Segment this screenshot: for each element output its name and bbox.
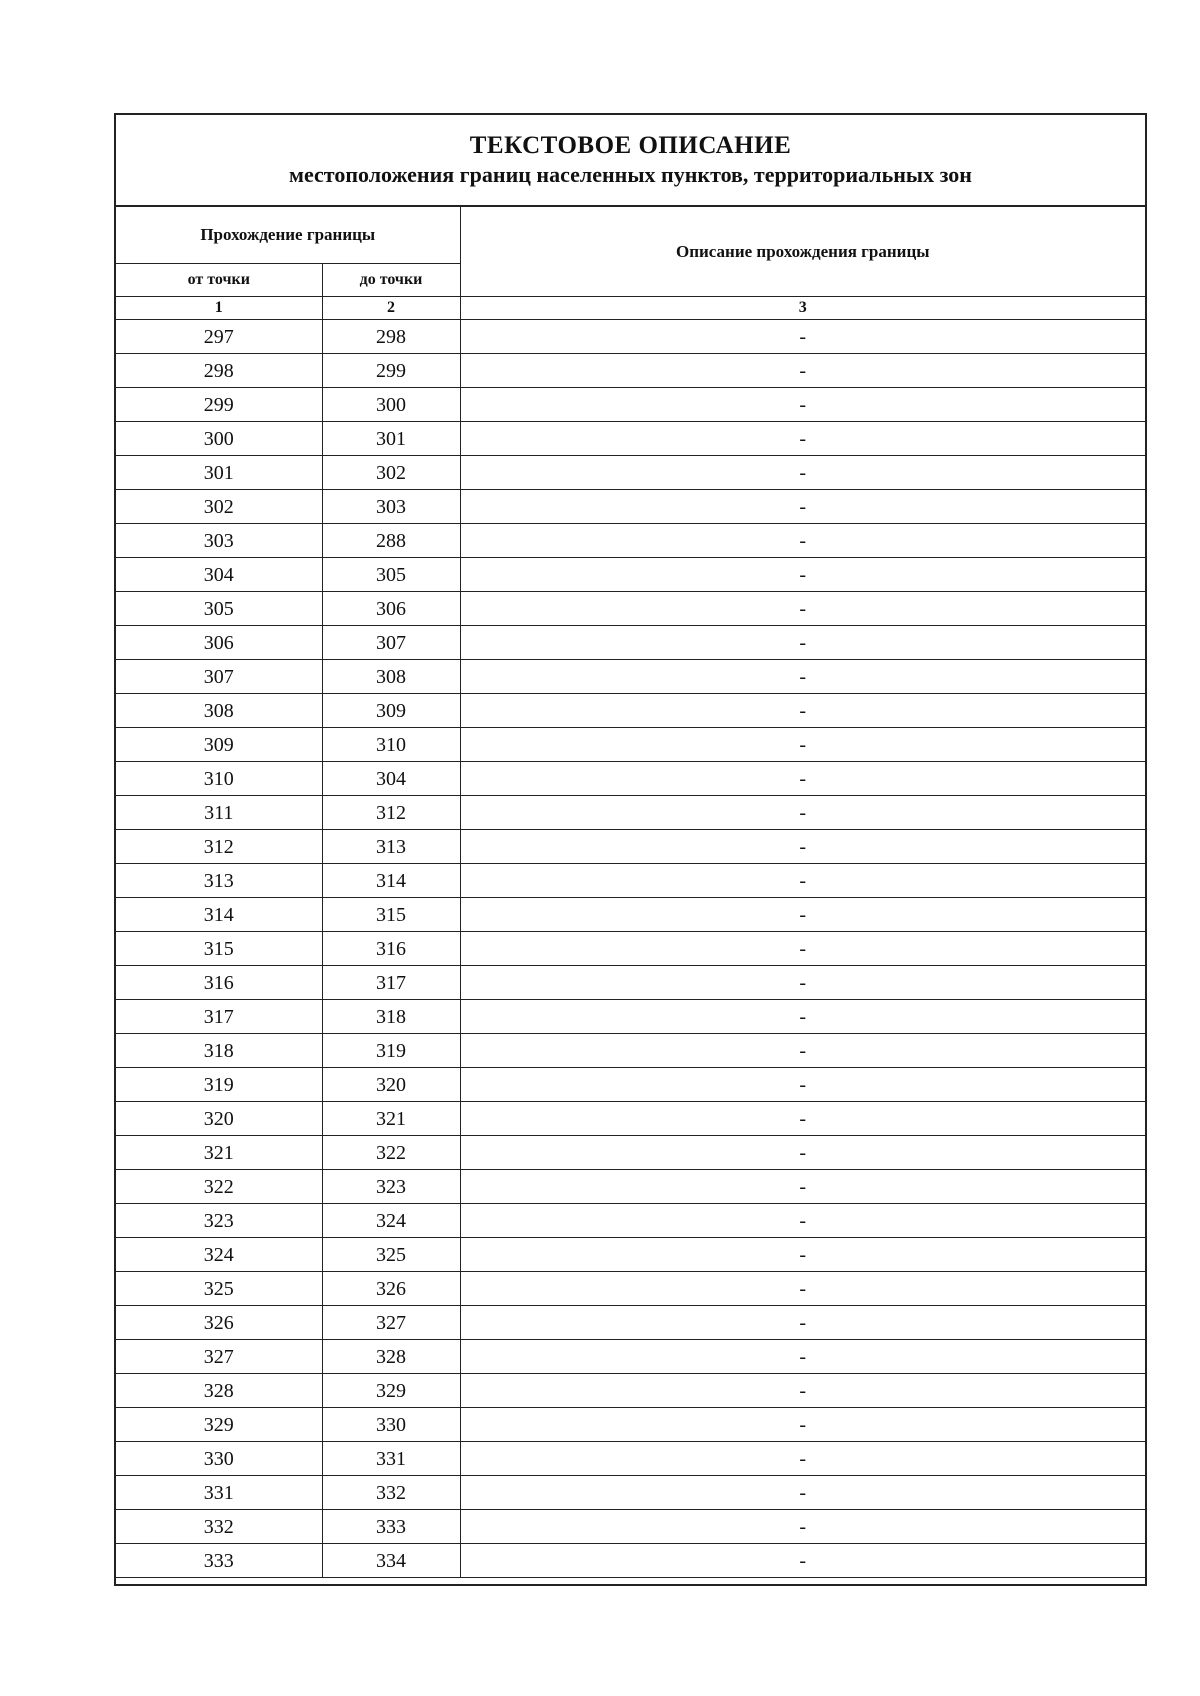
table-row bbox=[116, 728, 1145, 762]
from-point-cell: 323 bbox=[116, 1204, 322, 1238]
document-title: ТЕКСТОВОЕ ОПИСАНИЕ bbox=[469, 132, 792, 159]
description-cell: - bbox=[460, 1000, 1145, 1034]
from-point-cell: 301 bbox=[116, 456, 322, 490]
from-point-cell: 324 bbox=[116, 1238, 322, 1272]
description-cell: - bbox=[460, 966, 1145, 1000]
document-subtitle: местоположения границ населенных пунктов, территориальных зон bbox=[289, 162, 972, 187]
to-point-cell: 306 bbox=[322, 592, 460, 626]
from-point-cell: 315 bbox=[116, 932, 322, 966]
from-point-cell: 331 bbox=[116, 1476, 322, 1510]
table-row bbox=[116, 864, 1145, 898]
column-number-3: 3 bbox=[460, 297, 1145, 320]
table-row bbox=[116, 1544, 1145, 1578]
to-point-cell: 334 bbox=[322, 1544, 460, 1578]
table-row bbox=[116, 1238, 1145, 1272]
table-row bbox=[116, 456, 1145, 490]
to-point-cell: 326 bbox=[322, 1272, 460, 1306]
description-cell: - bbox=[460, 1204, 1145, 1238]
table-row bbox=[116, 1136, 1145, 1170]
description-cell: - bbox=[460, 1340, 1145, 1374]
description-cell: - bbox=[460, 490, 1145, 524]
table-row bbox=[116, 1510, 1145, 1544]
to-point-cell: 316 bbox=[322, 932, 460, 966]
to-point-cell: 298 bbox=[322, 320, 460, 354]
description-cell: - bbox=[460, 1068, 1145, 1102]
from-point-cell: 313 bbox=[116, 864, 322, 898]
description-cell: - bbox=[460, 1034, 1145, 1068]
table-row bbox=[116, 762, 1145, 796]
table-row bbox=[116, 898, 1145, 932]
from-point-cell: 318 bbox=[116, 1034, 322, 1068]
table-row bbox=[116, 354, 1145, 388]
description-cell: - bbox=[460, 1306, 1145, 1340]
to-point-cell: 315 bbox=[322, 898, 460, 932]
table-row bbox=[116, 1476, 1145, 1510]
from-point-cell: 325 bbox=[116, 1272, 322, 1306]
to-point-cell: 303 bbox=[322, 490, 460, 524]
table-row bbox=[116, 1102, 1145, 1136]
from-point-cell: 302 bbox=[116, 490, 322, 524]
to-point-cell: 321 bbox=[322, 1102, 460, 1136]
table-row bbox=[116, 1306, 1145, 1340]
table-row bbox=[116, 830, 1145, 864]
description-cell: - bbox=[460, 1374, 1145, 1408]
table-row bbox=[116, 1340, 1145, 1374]
to-point-cell: 320 bbox=[322, 1068, 460, 1102]
header-description: Описание прохождения границы bbox=[460, 207, 1145, 297]
from-point-cell: 333 bbox=[116, 1544, 322, 1578]
description-cell: - bbox=[460, 422, 1145, 456]
from-point-cell: 298 bbox=[116, 354, 322, 388]
description-cell: - bbox=[460, 592, 1145, 626]
table-row bbox=[116, 320, 1145, 354]
table-row bbox=[116, 1272, 1145, 1306]
table-row bbox=[116, 1000, 1145, 1034]
table-row bbox=[116, 1170, 1145, 1204]
description-cell: - bbox=[460, 728, 1145, 762]
from-point-cell: 327 bbox=[116, 1340, 322, 1374]
to-point-cell: 304 bbox=[322, 762, 460, 796]
table-row bbox=[116, 1408, 1145, 1442]
to-point-cell: 319 bbox=[322, 1034, 460, 1068]
to-point-cell: 314 bbox=[322, 864, 460, 898]
from-point-cell: 332 bbox=[116, 1510, 322, 1544]
description-cell: - bbox=[460, 1442, 1145, 1476]
from-point-cell: 303 bbox=[116, 524, 322, 558]
from-point-cell: 317 bbox=[116, 1000, 322, 1034]
table-row bbox=[116, 558, 1145, 592]
from-point-cell: 319 bbox=[116, 1068, 322, 1102]
description-cell: - bbox=[460, 694, 1145, 728]
table-row bbox=[116, 388, 1145, 422]
description-cell: - bbox=[460, 626, 1145, 660]
table-row bbox=[116, 694, 1145, 728]
from-point-cell: 321 bbox=[116, 1136, 322, 1170]
to-point-cell: 332 bbox=[322, 1476, 460, 1510]
table-row bbox=[116, 1204, 1145, 1238]
description-cell: - bbox=[460, 830, 1145, 864]
to-point-cell: 317 bbox=[322, 966, 460, 1000]
from-point-cell: 330 bbox=[116, 1442, 322, 1476]
header-boundary-passage: Прохождение границы bbox=[116, 207, 460, 264]
table-bottom-margin bbox=[116, 1577, 1145, 1584]
to-point-cell: 307 bbox=[322, 626, 460, 660]
document-title-block bbox=[116, 115, 1145, 207]
description-cell: - bbox=[460, 1272, 1145, 1306]
to-point-cell: 313 bbox=[322, 830, 460, 864]
table-row bbox=[116, 796, 1145, 830]
to-point-cell: 331 bbox=[322, 1442, 460, 1476]
table-row bbox=[116, 1034, 1145, 1068]
description-cell: - bbox=[460, 524, 1145, 558]
description-cell: - bbox=[460, 354, 1145, 388]
to-point-cell: 322 bbox=[322, 1136, 460, 1170]
from-point-cell: 328 bbox=[116, 1374, 322, 1408]
column-number-1: 1 bbox=[116, 297, 322, 320]
description-cell: - bbox=[460, 1476, 1145, 1510]
table-row bbox=[116, 626, 1145, 660]
description-cell: - bbox=[460, 864, 1145, 898]
from-point-cell: 316 bbox=[116, 966, 322, 1000]
to-point-cell: 310 bbox=[322, 728, 460, 762]
from-point-cell: 304 bbox=[116, 558, 322, 592]
from-point-cell: 308 bbox=[116, 694, 322, 728]
description-cell: - bbox=[460, 660, 1145, 694]
description-cell: - bbox=[460, 1544, 1145, 1578]
description-cell: - bbox=[460, 456, 1145, 490]
description-cell: - bbox=[460, 1136, 1145, 1170]
to-point-cell: 300 bbox=[322, 388, 460, 422]
to-point-cell: 323 bbox=[322, 1170, 460, 1204]
from-point-cell: 297 bbox=[116, 320, 322, 354]
to-point-cell: 288 bbox=[322, 524, 460, 558]
to-point-cell: 299 bbox=[322, 354, 460, 388]
to-point-cell: 324 bbox=[322, 1204, 460, 1238]
table-row bbox=[116, 1442, 1145, 1476]
description-cell: - bbox=[460, 1102, 1145, 1136]
from-point-cell: 314 bbox=[116, 898, 322, 932]
from-point-cell: 309 bbox=[116, 728, 322, 762]
from-point-cell: 329 bbox=[116, 1408, 322, 1442]
from-point-cell: 320 bbox=[116, 1102, 322, 1136]
column-number-2: 2 bbox=[322, 297, 460, 320]
from-point-cell: 310 bbox=[116, 762, 322, 796]
to-point-cell: 309 bbox=[322, 694, 460, 728]
description-cell: - bbox=[460, 558, 1145, 592]
description-cell: - bbox=[460, 1170, 1145, 1204]
to-point-cell: 330 bbox=[322, 1408, 460, 1442]
table-row bbox=[116, 966, 1145, 1000]
from-point-cell: 311 bbox=[116, 796, 322, 830]
from-point-cell: 305 bbox=[116, 592, 322, 626]
description-cell: - bbox=[460, 898, 1145, 932]
to-point-cell: 333 bbox=[322, 1510, 460, 1544]
to-point-cell: 308 bbox=[322, 660, 460, 694]
table-row bbox=[116, 524, 1145, 558]
table-row bbox=[116, 660, 1145, 694]
to-point-cell: 327 bbox=[322, 1306, 460, 1340]
to-point-cell: 328 bbox=[322, 1340, 460, 1374]
to-point-cell: 302 bbox=[322, 456, 460, 490]
from-point-cell: 307 bbox=[116, 660, 322, 694]
header-to-point: до точки bbox=[322, 264, 460, 297]
description-cell: - bbox=[460, 1408, 1145, 1442]
to-point-cell: 318 bbox=[322, 1000, 460, 1034]
from-point-cell: 306 bbox=[116, 626, 322, 660]
description-cell: - bbox=[460, 320, 1145, 354]
from-point-cell: 300 bbox=[116, 422, 322, 456]
to-point-cell: 329 bbox=[322, 1374, 460, 1408]
description-cell: - bbox=[460, 1238, 1145, 1272]
table-row bbox=[116, 592, 1145, 626]
table-row bbox=[116, 1374, 1145, 1408]
to-point-cell: 325 bbox=[322, 1238, 460, 1272]
description-cell: - bbox=[460, 932, 1145, 966]
from-point-cell: 326 bbox=[116, 1306, 322, 1340]
from-point-cell: 312 bbox=[116, 830, 322, 864]
boundary-table bbox=[116, 207, 1145, 1577]
header-from-point: от точки bbox=[116, 264, 322, 297]
to-point-cell: 305 bbox=[322, 558, 460, 592]
table-row bbox=[116, 422, 1145, 456]
from-point-cell: 299 bbox=[116, 388, 322, 422]
description-cell: - bbox=[460, 762, 1145, 796]
boundary-description-document bbox=[114, 113, 1147, 1586]
table-row bbox=[116, 1068, 1145, 1102]
table-row bbox=[116, 932, 1145, 966]
description-cell: - bbox=[460, 796, 1145, 830]
to-point-cell: 312 bbox=[322, 796, 460, 830]
description-cell: - bbox=[460, 1510, 1145, 1544]
from-point-cell: 322 bbox=[116, 1170, 322, 1204]
to-point-cell: 301 bbox=[322, 422, 460, 456]
table-row bbox=[116, 490, 1145, 524]
description-cell: - bbox=[460, 388, 1145, 422]
